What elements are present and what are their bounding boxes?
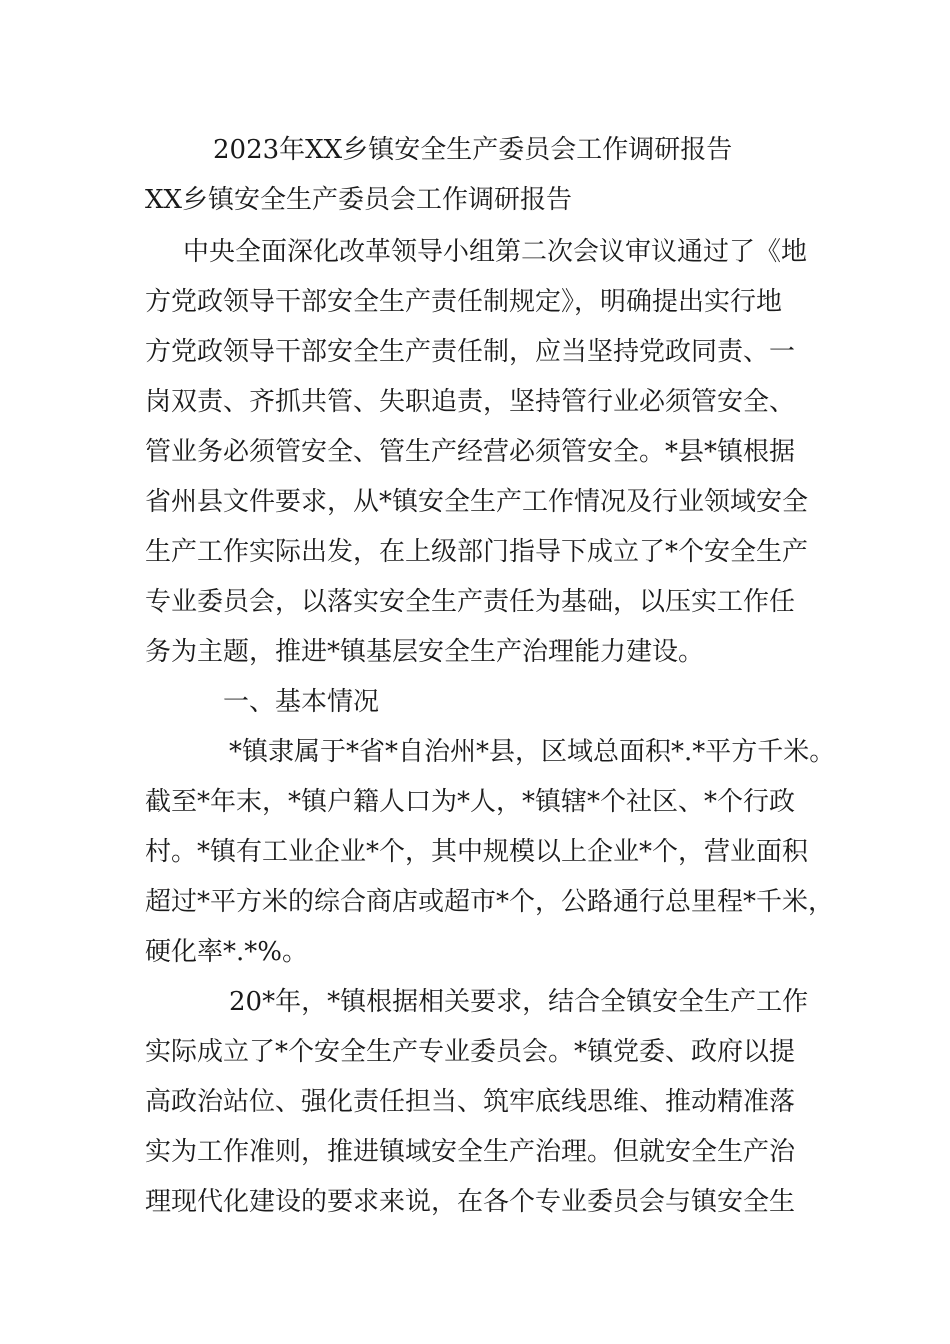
text-line: 专业委员会，以落实安全生产责任为基础，以压实工作任	[145, 587, 796, 617]
text-line: 村。*镇有工业企业*个，其中规模以上企业*个，营业面积	[145, 837, 809, 867]
text-line: 务为主题，推进*镇基层安全生产治理能力建设。	[145, 637, 705, 667]
text-line: *镇隶属于*省*自治州*县，区域总面积*.*平方千米。	[229, 737, 836, 767]
document-title: 2023年XX乡镇安全生产委员会工作调研报告	[213, 135, 733, 165]
text-line: 硬化率*.*%。	[145, 937, 308, 967]
text-line: 岗双责、齐抓共管、失职追责，坚持管行业必须管安全、	[145, 387, 796, 417]
text-line: 中央全面深化改革领导小组第二次会议审议通过了《地	[183, 237, 808, 267]
text-line: 省州县文件要求，从*镇安全生产工作情况及行业领域安全	[145, 487, 809, 517]
text-line: 实际成立了*个安全生产专业委员会。*镇党委、政府以提	[145, 1037, 796, 1067]
document-subtitle: XX乡镇安全生产委员会工作调研报告	[145, 185, 573, 215]
text-line: 理现代化建设的要求来说，在各个专业委员会与镇安全生	[145, 1187, 796, 1217]
text-line: 管业务必须管安全、管生产经营必须管安全。*县*镇根据	[145, 437, 796, 467]
text-line: 截至*年末，*镇户籍人口为*人，*镇辖*个社区、*个行政	[145, 787, 796, 817]
text-line: 20*年，*镇根据相关要求，结合全镇安全生产工作	[229, 987, 809, 1017]
text-line: 方党政领导干部安全生产责任制规定》，明确提出实行地	[145, 287, 783, 317]
text-line: 高政治站位、强化责任担当、筑牢底线思维、推动精准落	[145, 1087, 796, 1117]
section-heading: 一、基本情况	[223, 687, 380, 717]
text-line: 实为工作准则，推进镇域安全生产治理。但就安全生产治	[145, 1137, 796, 1167]
text-line: 生产工作实际出发，在上级部门指导下成立了*个安全生产	[145, 537, 809, 567]
text-line: 方党政领导干部安全生产责任制，应当坚持党政同责、一	[145, 337, 796, 367]
text-line: 超过*平方米的综合商店或超市*个，公路通行总里程*千米，	[145, 887, 835, 917]
